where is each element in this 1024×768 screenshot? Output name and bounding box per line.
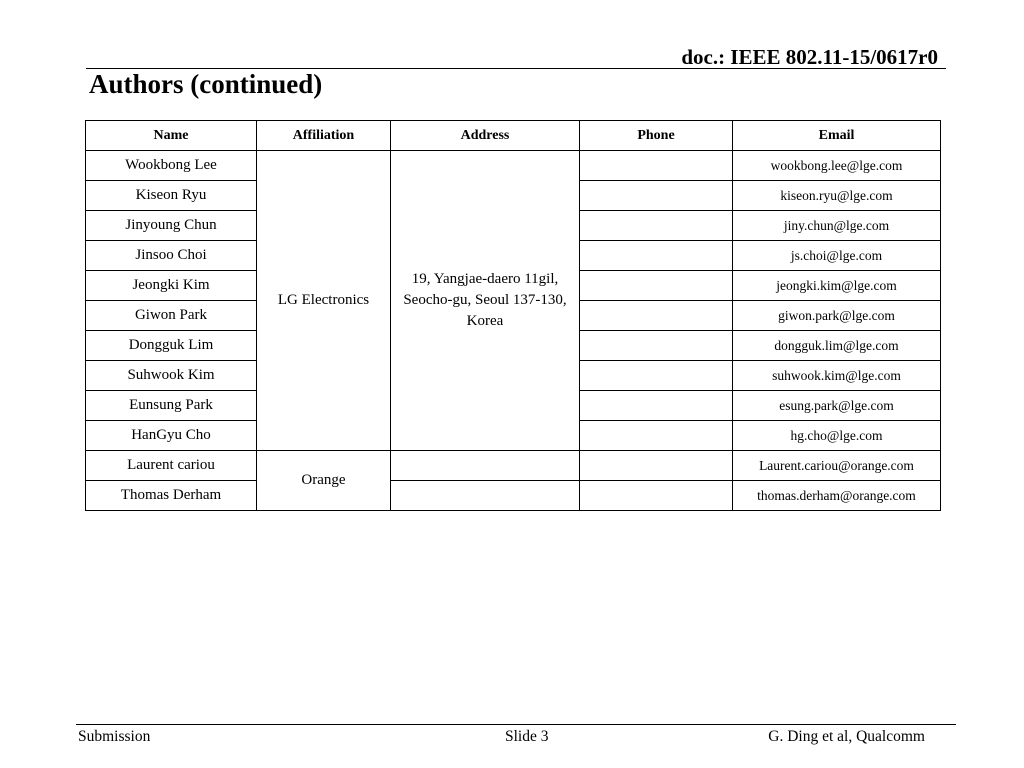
column-header-address: Address <box>391 121 580 151</box>
affiliation-cell: LG Electronics <box>257 151 391 451</box>
phone-cell <box>580 361 733 391</box>
author-name: Laurent cariou <box>86 451 257 481</box>
author-name: Thomas Derham <box>86 481 257 511</box>
slide-title: Authors (continued) <box>89 69 323 99</box>
phone-cell <box>580 451 733 481</box>
doc-id: doc.: IEEE 802.11-15/0617r0 <box>681 45 938 69</box>
authors-table <box>85 120 941 511</box>
address-cell <box>391 481 580 511</box>
phone-cell <box>580 481 733 511</box>
author-name: Dongguk Lim <box>86 331 257 361</box>
author-name: Kiseon Ryu <box>86 181 257 211</box>
column-header-phone: Phone <box>580 121 733 151</box>
column-header-name: Name <box>86 121 257 151</box>
author-name: Suhwook Kim <box>86 361 257 391</box>
column-header-affiliation: Affiliation <box>257 121 391 151</box>
phone-cell <box>580 181 733 211</box>
email-cell: jiny.chun@lge.com <box>733 211 941 241</box>
phone-cell <box>580 151 733 181</box>
column-header-email: Email <box>733 121 941 151</box>
email-cell: Laurent.cariou@orange.com <box>733 451 941 481</box>
footer-divider <box>76 724 956 725</box>
author-name: Jinsoo Choi <box>86 241 257 271</box>
phone-cell <box>580 241 733 271</box>
email-cell: jeongki.kim@lge.com <box>733 271 941 301</box>
email-cell: wookbong.lee@lge.com <box>733 151 941 181</box>
phone-cell <box>580 211 733 241</box>
email-cell: suhwook.kim@lge.com <box>733 361 941 391</box>
email-cell: esung.park@lge.com <box>733 391 941 421</box>
author-name: Jinyoung Chun <box>86 211 257 241</box>
author-name: Jeongki Kim <box>86 271 257 301</box>
email-cell: thomas.derham@orange.com <box>733 481 941 511</box>
phone-cell <box>580 271 733 301</box>
phone-cell <box>580 391 733 421</box>
address-cell <box>391 451 580 481</box>
affiliation-cell: Orange <box>257 451 391 511</box>
email-cell: giwon.park@lge.com <box>733 301 941 331</box>
phone-cell <box>580 301 733 331</box>
footer-authors: G. Ding et al, Qualcomm <box>768 728 925 745</box>
email-cell: hg.cho@lge.com <box>733 421 941 451</box>
phone-cell <box>580 421 733 451</box>
table-header-row <box>86 121 941 151</box>
author-name: Giwon Park <box>86 301 257 331</box>
phone-cell <box>580 331 733 361</box>
table-row <box>86 151 941 181</box>
footer-submission: Submission <box>78 728 151 745</box>
table-row <box>86 481 941 511</box>
author-name: Eunsung Park <box>86 391 257 421</box>
table-row <box>86 451 941 481</box>
author-name: Wookbong Lee <box>86 151 257 181</box>
email-cell: js.choi@lge.com <box>733 241 941 271</box>
footer-slide-number: Slide 3 <box>505 728 549 745</box>
email-cell: dongguk.lim@lge.com <box>733 331 941 361</box>
address-cell: 19, Yangjae-daero 11gil, Seocho-gu, Seoul 137-130, Korea <box>391 151 580 451</box>
author-name: HanGyu Cho <box>86 421 257 451</box>
email-cell: kiseon.ryu@lge.com <box>733 181 941 211</box>
